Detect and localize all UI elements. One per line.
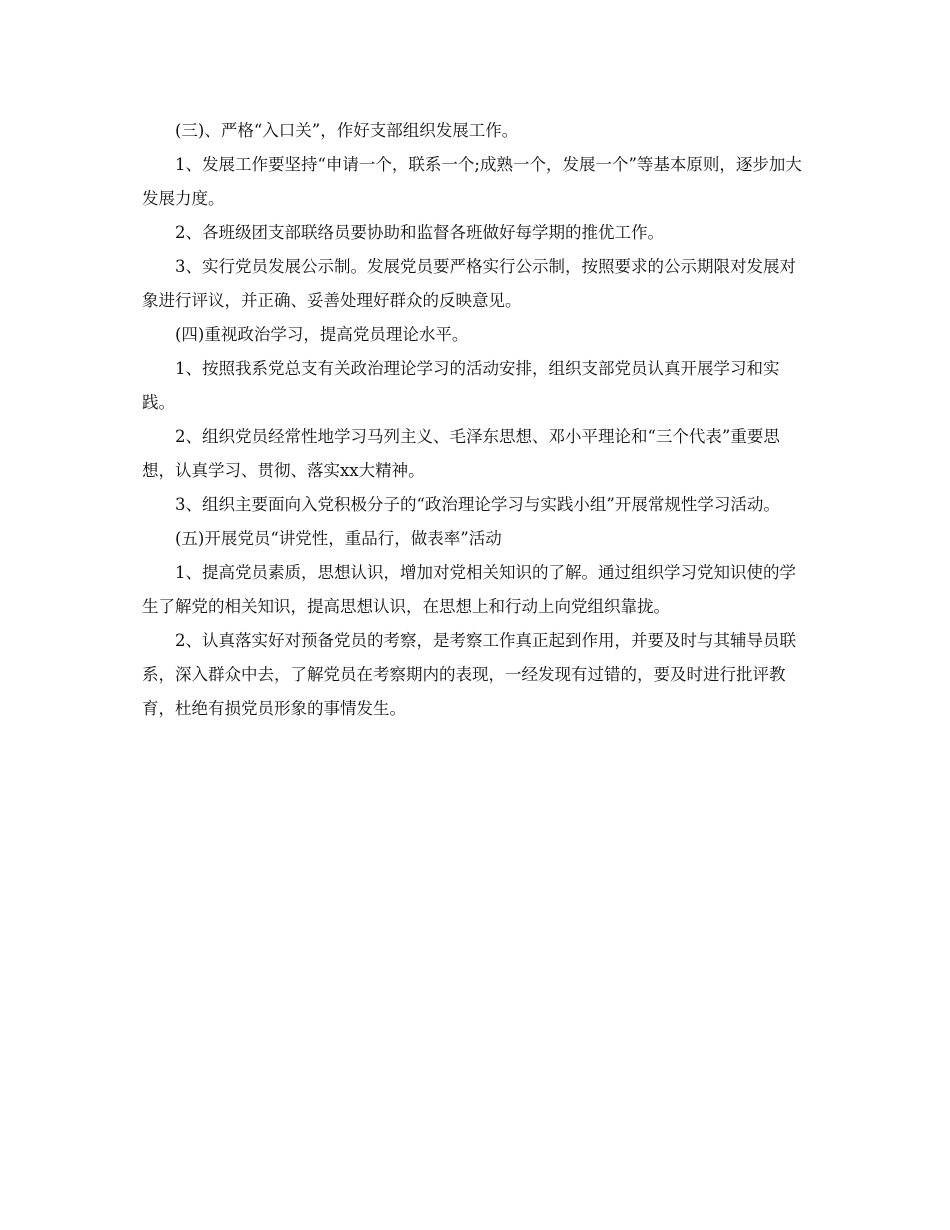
paragraph: 2、各班级团支部联络员要协助和监督各班做好每学期的推优工作。: [175, 223, 664, 242]
paragraph: 1、发展工作要坚持“申请一个，联系一个;成熟一个，发展一个”等基本原则，逐步加大发展力度。: [142, 155, 802, 208]
paragraph: 3、组织主要面向入党积极分子的“政治理论学习与实践小组”开展常规性学习活动。: [175, 495, 780, 514]
paragraph: 1、按照我系党总支有关政治理论学习的活动安排，组织支部党员认真开展学习和实践。: [142, 359, 780, 412]
paragraph: 3、实行党员发展公示制。发展党员要严格实行公示制，按照要求的公示期限对发展对象进行评议，并正确、妥善处理好群众的反映意见。: [142, 257, 796, 310]
paragraph: 1、提高党员素质，思想认识，增加对党相关知识的了解。通过组织学习党知识使的学生了解党的相关知识，提高思想认识，在思想上和行动上向党组织靠拢。: [142, 563, 796, 616]
section-heading-5: (五)开展党员“讲党性，重品行，做表率”活动: [175, 529, 502, 548]
document-body: [142, 114, 810, 726]
section-heading-4: (四)重视政治学习，提高党员理论水平。: [175, 325, 469, 344]
paragraph: 2、认真落实好对预备党员的考察，是考察工作真正起到作用，并要及时与其辅导员联系，深入群众中去，了解党员在考察期内的表现，一经发现有过错的，要及时进行批评教育，杜绝有损党员形象的事情发生。: [142, 631, 796, 718]
paragraph: 2、组织党员经常性地学习马列主义、毛泽东思想、邓小平理论和“三个代表”重要思想，认真学习、贯彻、落实xx大精神。: [142, 427, 780, 480]
section-heading-3: (三)、严格“入口关”，作好支部组织发展工作。: [175, 121, 519, 140]
